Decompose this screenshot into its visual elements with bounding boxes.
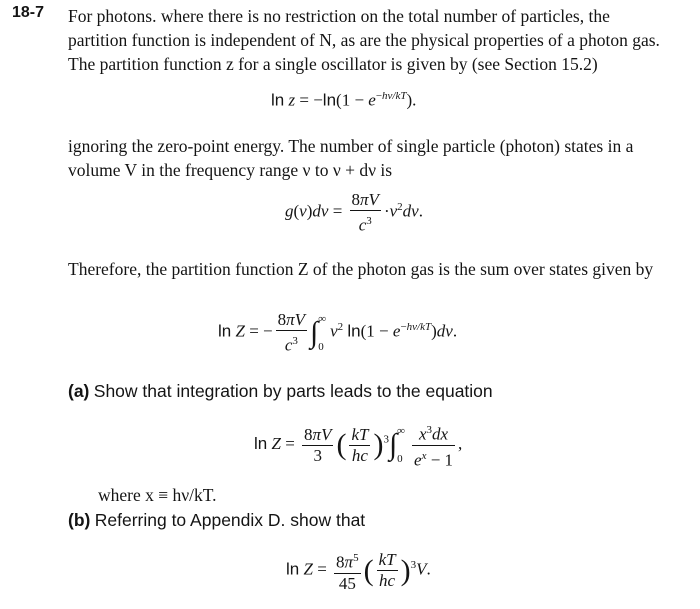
equation-ln-z: $\ln z = -\ln(1 - e^{-h\nu/kT})$. — [271, 90, 417, 110]
paragraph-partition: Therefore, the partition function Z of the photon gas is the sum over states given by — [68, 259, 654, 279]
equation-ln-Z-x: ln Z = $\frac{8\pi V}{3}$ ( $\frac{kT}{hc}$ )$^3$∫∞ 0 $\frac{x^3dx}{e^x - 1}$ , — [254, 420, 462, 470]
where-definition: where x ≡ hν/kT. — [98, 485, 217, 505]
problem-number: 18-7 — [12, 4, 45, 21]
paragraph-states: ignoring the zero-point energy. The number of single particle (photon) states in a volume V in the frequency range ν to ν + dν is — [68, 136, 634, 180]
equation-ln-Z-integral: ln Z = − $\frac{8\pi V}{c^3}$ ∫∞ $0\nu^2$ $\ln(1 - e^{-h\nu/kT})d\nu$. — [218, 310, 458, 355]
part-a-text: Show that integration by parts leads to the equation — [93, 381, 493, 401]
part-b-label: (b) — [68, 510, 91, 530]
part-b — [68, 508, 365, 532]
part-a-label: (a) — [68, 381, 90, 401]
equation-ln-Z-result: ln Z = $\frac{8\pi^5}{45}$ ( $\frac{kT}{hc}$ )$^3$V. — [286, 548, 431, 594]
part-b-text: Referring to Appendix D. show that — [94, 510, 366, 530]
part-a — [68, 379, 493, 403]
paragraph-intro: For photons. where there is no restriction on the total number of particles, the partition function is independent of N, as are the physical properties of a photon gas. The partition function z for a single oscillator is given by (see Section 15.2) — [68, 6, 660, 74]
equation-density-of-states: g(ν)dν = $\frac{8\pi V}{c^3}$ $\cdot\nu^2d\nu$. — [285, 190, 423, 235]
